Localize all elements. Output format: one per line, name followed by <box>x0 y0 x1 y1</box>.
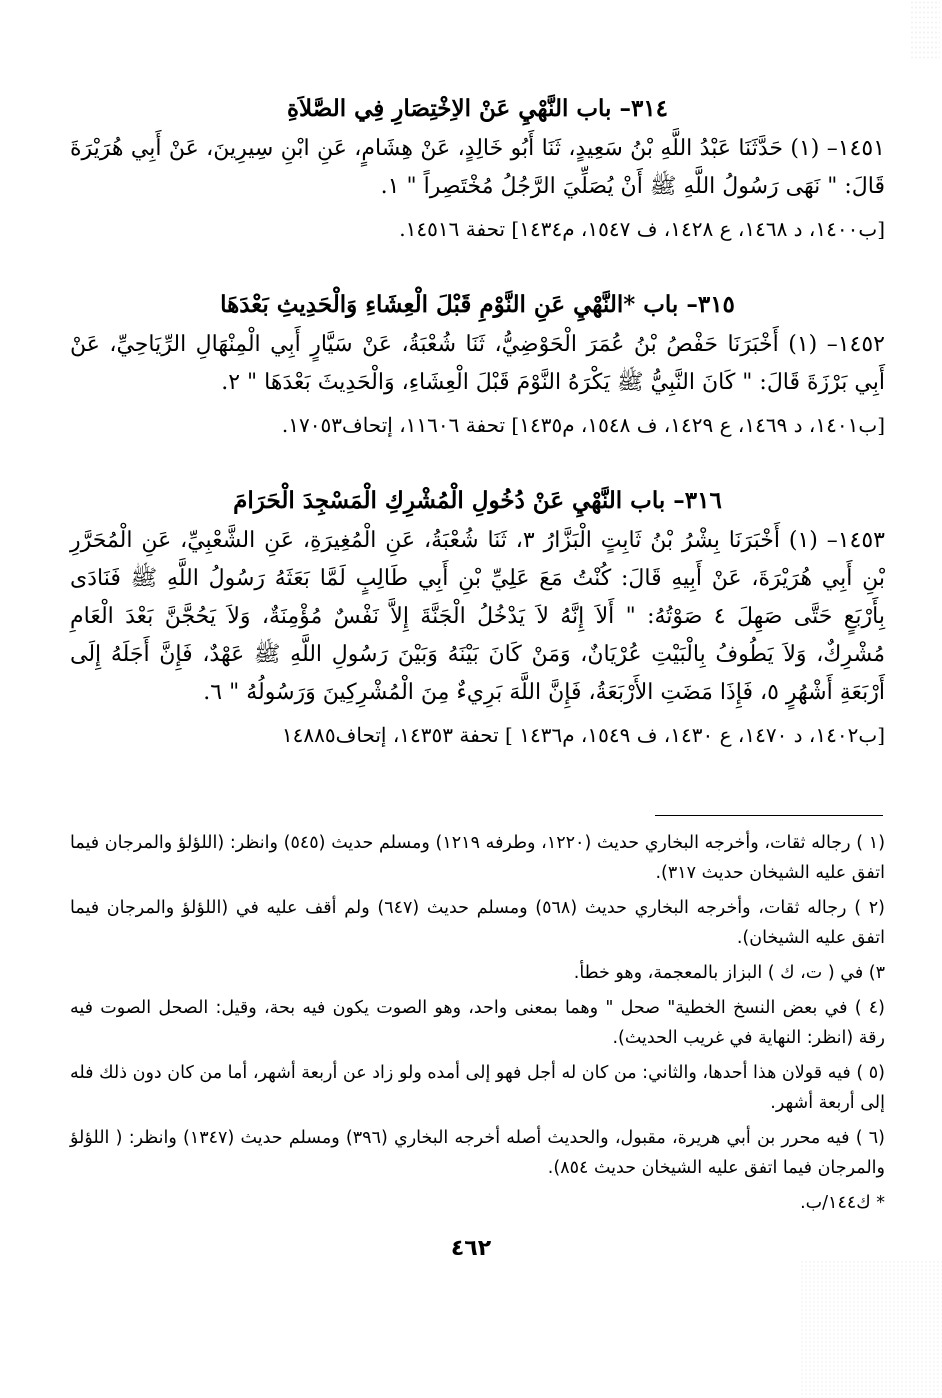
footnote-divider <box>655 815 883 816</box>
page-number: ٤٦٢ <box>450 1236 492 1261</box>
footnote: (٤ ) في بعض النسخ الخطية" صحل " وهما بمعنى واحد، وهو الصوت يكون فيه بحة، وقيل: الصحل الصوت فيه رقة (انظر: النهاية في غريب الحديث). <box>70 998 885 1048</box>
footnote: (١ ) رجاله ثقات، وأخرجه البخاري حديث (١٢٢٠، وطرفه ١٢١٩) ومسلم حديث (٥٤٥) وانظر: (اللؤلؤ والمرجان فيما اتفق عليه الشيخان حديث ٣١٧). <box>70 833 886 883</box>
chapter-heading: ٣١٤– باب النَّهْيِ عَنْ الاِخْتِصَارِ فِي الصَّلاَةِ <box>286 95 669 122</box>
chapter-314 <box>70 92 885 246</box>
manuscript-folio-note: * ك١٤٤/ب. <box>800 1193 885 1213</box>
main-text <box>70 92 885 794</box>
hadith-references: [ب١٤٠٢، د ١٤٧٠، ع ١٤٣٠، ف ١٥٤٩، م١٤٣٦ ] تحفة ١٤٣٥٣، إتحاف١٤٨٨٥ <box>281 723 885 747</box>
hadith-text: ١٤٥٢– (١) أَخْبَرَنَا حَفْصُ بْنُ عُمَرَ الْحَوْضِيُّ، ثَنَا شُعْبَةُ، عَنْ سَيَّارٍ أَبِي الْمِنْهَالِ الرِّيَاحِيِّ، عَنْ أَبِي بَرْزَةَ قَالَ: " كَانَ النَّبِيُّ ﷺ يَكْرَهُ النَّوْمَ قَبْلَ الْعِشَاءِ، وَالْحَدِيثَ بَعْدَهَا " ٢. <box>70 332 885 395</box>
footnote: (٥ ) فيه قولان هذا أحدها، والثاني: من كان له أجل فهو إلى أمده ولو زاد عن أربعة أشهر، أما من كان دون ذلك فله إلى أربعة أشهر. <box>70 1063 885 1113</box>
footnote: ٣) في ( ت، ك ) البزاز بالمعجمة، وهو خطأ. <box>573 963 885 983</box>
hadith-references: [ب١٤٠١، د ١٤٦٩، ع ١٤٢٩، ف ١٥٤٨، م١٤٣٥] تحفة ١١٦٠٦، إتحاف١٧٠٥٣. <box>281 413 885 437</box>
chapter-heading: ٣١٦– باب النَّهْيِ عَنْ دُخُولِ الْمُشْرِكِ الْمَسْجِدَ الْحَرَامَ <box>233 487 722 514</box>
footnotes <box>70 828 885 1223</box>
chapter-heading: ٣١٥– باب *النَّهْيِ عَنِ النَّوْمِ قَبْلَ الْعِشَاءِ وَالْحَدِيثِ بَعْدَهَا <box>220 291 735 318</box>
footnote: (٦ ) فيه محرر بن أبي هريرة، مقبول، والحديث أصله أخرجه البخاري (٣٩٦) ومسلم حديث (١٣٤٧) وانظر: ( اللؤلؤ والمرجان فيما اتفق عليه الشيخان حديث ٨٥٤). <box>70 1128 885 1178</box>
hadith-references: [ب١٤٠٠، د ١٤٦٨، ع ١٤٢٨، ف ١٥٤٧، م١٤٣٤] تحفة ١٤٥١٦. <box>399 217 885 241</box>
hadith-text: ١٤٥٣– (١) أَخْبَرَنَا بِشْرُ بْنُ ثَابِتٍ الْبَزَّارُ ٣، ثَنَا شُعْبَةُ، عَنِ الْمُغِيرَةِ، عَنِ الشَّعْبِيِّ، عَنِ الْمُحَرَّرِ بْنِ أَبِي هُرَيْرَةَ، عَنْ أَبِيهِ قَالَ: كُنْتُ مَعَ عَلِيِّ بْنِ أَبِي طَالِبٍ لَمَّا بَعَثَهُ رَسُولُ اللَّهِ ﷺ فَنَادَى بِأَرْبَعٍ حَتَّى صَهِلَ ٤ صَوْتُهُ: " أَلاَ إِنَّهُ لاَ يَدْخُلُ الْجَنَّةَ إِلاَّ نَفْسٌ مُؤْمِنَةٌ، وَلاَ يَحُجَّنَّ بَعْدَ الْعَامِ مُشْرِكٌ، وَلاَ يَطُوفُ بِالْبَيْتِ عُرْيَانٌ، وَمَنْ كَانَ بَيْنَهُ وَبَيْنَ رَسُولِ اللَّهِ ﷺ عَهْدٌ، فَإِنَّ أَجَلَهُ إِلَى أَرْبَعَةِ أَشْهُرٍ ٥، فَإِذَا مَضَتِ الأَرْبَعَةُ، فَإِنَّ اللَّهَ بَرِيءٌ مِنَ الْمُشْرِكِينَ وَرَسُولُهُ " ٦. <box>70 528 885 705</box>
chapter-316 <box>70 484 885 752</box>
footnote: (٢ ) رجاله ثقات، وأخرجه البخاري حديث (٥٦٨) ومسلم حديث (٦٤٧) ولم أقف عليه في (اللؤلؤ والمرجان فيما اتفق عليه الشيخان). <box>70 898 885 948</box>
scan-edge-noise <box>910 0 940 60</box>
scan-corner-noise <box>800 1260 942 1398</box>
hadith-text: ١٤٥١– (١) حَدَّثَنَا عَبْدُ اللَّهِ بْنُ سَعِيدٍ، ثَنَا أَبُو خَالِدٍ، عَنْ هِشَامٍ، عَنِ ابْنِ سِيرِينَ، عَنْ أَبِي هُرَيْرَةَ قَالَ: " نَهَى رَسُولُ اللَّهِ ﷺ أَنْ يُصَلِّيَ الرَّجُلُ مُخْتَصِراً " ١. <box>70 136 885 199</box>
chapter-315 <box>70 288 885 442</box>
